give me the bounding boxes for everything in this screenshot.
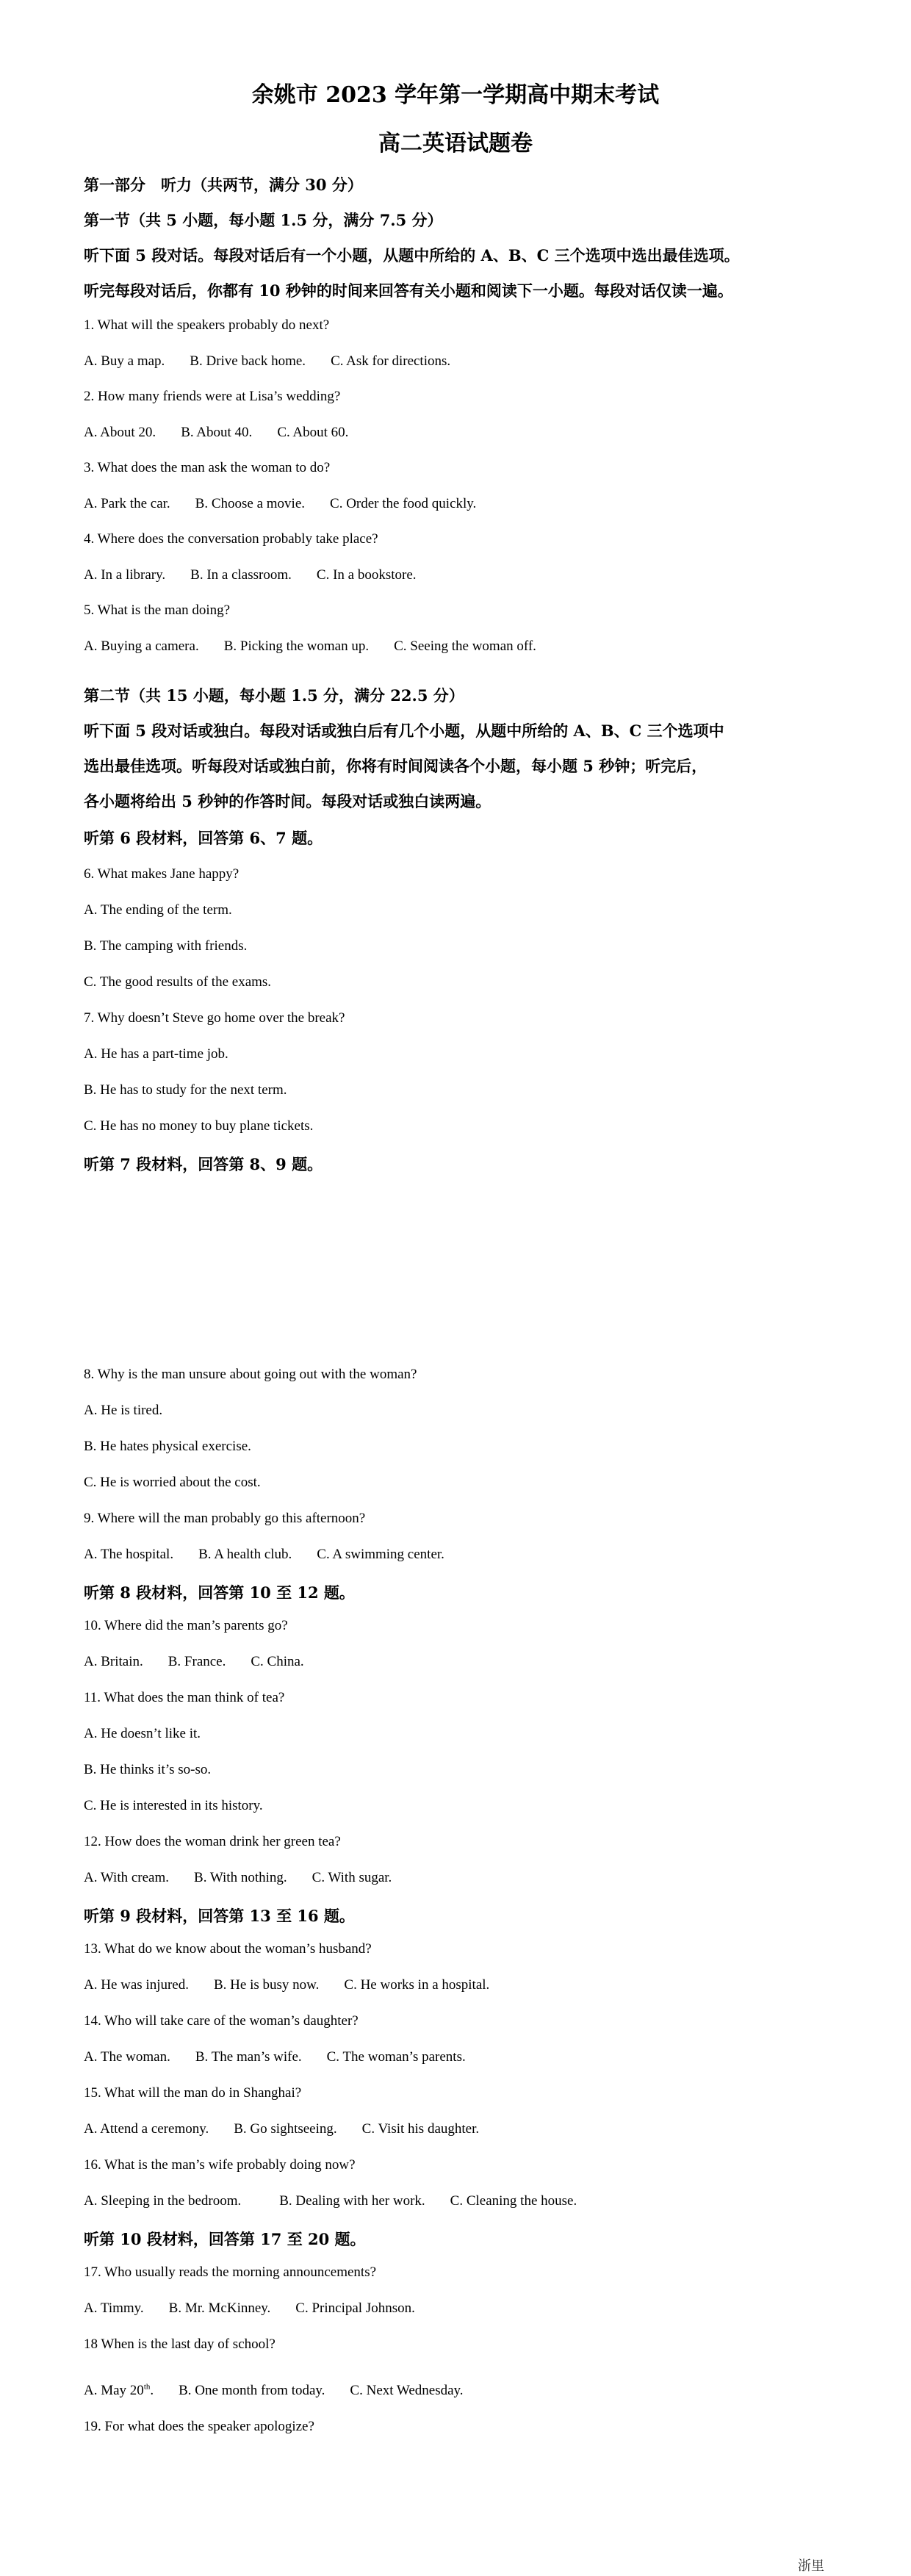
exam-title: 余姚市 2023 学年第一学期高中期末考试 — [251, 82, 660, 108]
question-8-option-a: A. He is tired. — [84, 1403, 163, 1418]
section2-heading: 第二节（共 15 小题，每小题 1.5 分，满分 22.5 分） — [84, 686, 464, 705]
question-12-options — [84, 1870, 417, 1886]
option-b: B. In a classroom. — [190, 567, 292, 583]
question-2-options — [84, 425, 373, 441]
option-a: A. Britain. — [84, 1654, 143, 1669]
option-c: C. Ask for directions. — [331, 353, 451, 369]
option-a: A. Sleeping in the bedroom. — [84, 2193, 242, 2209]
option-c: C. About 60. — [277, 425, 349, 440]
question-1: 1. What will the speakers probably do next? — [84, 317, 330, 333]
option-c: C. Seeing the woman off. — [394, 638, 536, 654]
question-13: 13. What do we know about the woman’s husband? — [84, 1941, 372, 1957]
option-c: C. A swimming center. — [317, 1547, 444, 1562]
section1-instruction-1: 听下面 5 段对话。每段对话后有一个小题，从题中所给的 A、B、C 三个选项中选出最佳选项。 — [84, 246, 740, 265]
option-a: A. With cream. — [84, 1870, 170, 1885]
option-a: A. The woman. — [84, 2049, 170, 2065]
question-10: 10. Where did the man’s parents go? — [84, 1618, 288, 1633]
option-b: B. A health club. — [198, 1547, 292, 1562]
question-16: 16. What is the man’s wife probably doing now? — [84, 2157, 356, 2173]
option-b: B. Mr. McKinney. — [168, 2300, 271, 2316]
material-9-heading: 听第 9 段材料，回答第 13 至 16 题。 — [84, 1907, 355, 1925]
question-6-option-c: C. The good results of the exams. — [84, 974, 272, 990]
option-b: B. He is busy now. — [214, 1977, 320, 1993]
option-a: A. Park the car. — [84, 496, 170, 511]
option-c: C. The woman’s parents. — [326, 2049, 466, 2065]
question-6-option-b: B. The camping with friends. — [84, 938, 248, 954]
question-4: 4. Where does the conversation probably take place? — [84, 531, 378, 547]
question-3: 3. What does the man ask the woman to do? — [84, 460, 331, 475]
question-11-option-a: A. He doesn’t like it. — [84, 1726, 201, 1741]
section1-heading: 第一节（共 5 小题，每小题 1.5 分，满分 7.5 分） — [84, 211, 443, 229]
option-c: C. He works in a hospital. — [344, 1977, 490, 1993]
option-b: B. Dealing with her work. — [279, 2193, 425, 2209]
option-b: B. One month from today. — [179, 2383, 325, 2399]
question-7-option-b: B. He has to study for the next term. — [84, 1082, 287, 1098]
option-a: A. Buying a camera. — [84, 638, 199, 654]
option-a: A. About 20. — [84, 425, 156, 440]
option-a-period: . — [150, 2383, 154, 2399]
question-11-option-b: B. He thinks it’s so-so. — [84, 1762, 212, 1777]
question-11: 11. What does the man think of tea? — [84, 1690, 285, 1705]
question-8: 8. Why is the man unsure about going out with the woman? — [84, 1367, 417, 1382]
question-6: 6. What makes Jane happy? — [84, 866, 240, 882]
material-6-heading: 听第 6 段材料，回答第 6、7 题。 — [84, 829, 323, 847]
option-c: C. Next Wednesday. — [350, 2383, 464, 2399]
question-10-options — [84, 1654, 329, 1670]
question-15: 15. What will the man do in Shanghai? — [84, 2085, 302, 2101]
option-c: C. Principal Johnson. — [295, 2300, 415, 2316]
question-18-options — [84, 2383, 489, 2399]
question-19: 19. For what does the speaker apologize? — [84, 2419, 314, 2434]
footer-watermark: 浙里 — [798, 2558, 824, 2574]
question-17: 17. Who usually reads the morning announcements? — [84, 2264, 377, 2280]
option-b: B. Choose a movie. — [195, 496, 306, 511]
question-7: 7. Why doesn’t Steve go home over the break? — [84, 1010, 345, 1026]
question-2: 2. How many friends were at Lisa’s wedding? — [84, 389, 341, 404]
option-b: B. France. — [168, 1654, 226, 1669]
option-a: A. Buy a map. — [84, 353, 165, 369]
material-7-heading: 听第 7 段材料，回答第 8、9 题。 — [84, 1155, 323, 1173]
option-b: B. The man’s wife. — [195, 2049, 302, 2065]
question-13-options — [84, 1977, 514, 1993]
part1-heading: 第一部分 听力（共两节，满分 30 分） — [84, 176, 363, 194]
option-a — [84, 2383, 154, 2398]
question-8-option-b: B. He hates physical exercise. — [84, 1439, 251, 1454]
question-7-option-c: C. He has no money to buy plane tickets. — [84, 1118, 314, 1134]
question-17-options — [84, 2300, 440, 2317]
option-b: B. About 40. — [181, 425, 253, 440]
option-c: C. In a bookstore. — [316, 567, 417, 583]
option-b: B. Picking the woman up. — [223, 638, 370, 654]
question-9: 9. Where will the man probably go this afternoon? — [84, 1511, 366, 1526]
question-14-options — [84, 2049, 491, 2065]
material-8-heading: 听第 8 段材料，回答第 10 至 12 题。 — [84, 1583, 355, 1602]
exam-subtitle: 高二英语试题卷 — [378, 131, 533, 156]
option-a: A. He was injured. — [84, 1977, 189, 1993]
question-14: 14. Who will take care of the woman’s daughter? — [84, 2013, 359, 2029]
question-4-options — [84, 567, 442, 583]
question-7-option-a: A. He has a part-time job. — [84, 1046, 228, 1062]
question-18: 18 When is the last day of school? — [84, 2336, 276, 2352]
option-c: C. China. — [251, 1654, 304, 1669]
question-6-option-a: A. The ending of the term. — [84, 902, 232, 918]
question-12: 12. How does the woman drink her green tea? — [84, 1834, 341, 1849]
option-c: C. Order the food quickly. — [330, 496, 477, 511]
question-16-options — [84, 2193, 602, 2209]
option-b: B. Drive back home. — [190, 353, 306, 369]
option-b: B. With nothing. — [194, 1870, 287, 1885]
question-15-options — [84, 2121, 504, 2137]
question-8-option-c: C. He is worried about the cost. — [84, 1475, 261, 1490]
question-3-options — [84, 496, 501, 512]
option-a-superscript: th — [143, 2383, 151, 2392]
section2-instruction-1: 听下面 5 段对话或独白。每段对话或独白后有几个小题，从题中所给的 A、B、C 三个选项中 — [84, 722, 724, 740]
question-11-option-c: C. He is interested in its history. — [84, 1798, 263, 1813]
material-10-heading: 听第 10 段材料，回答第 17 至 20 题。 — [84, 2230, 366, 2248]
section2-instruction-2: 选出最佳选项。听每段对话或独白前，你将有时间阅读各个小题，每小题 5 秒钟；听完后， — [84, 757, 707, 775]
option-b: B. Go sightseeing. — [234, 2121, 337, 2137]
section1-instruction-2: 听完每段对话后，你都有 10 秒钟的时间来回答有关小题和阅读下一小题。每段对话仅读一遍。 — [84, 281, 733, 300]
option-a: A. Attend a ceremony. — [84, 2121, 209, 2137]
question-9-options — [84, 1547, 469, 1563]
option-c: C. Visit his daughter. — [361, 2121, 480, 2137]
option-a-text: A. May 20 — [84, 2383, 144, 2399]
question-1-options — [84, 353, 475, 370]
question-5-options — [84, 638, 561, 655]
section2-instruction-3: 各小题将给出 5 秒钟的作答时间。每段对话或独白读两遍。 — [84, 792, 491, 810]
option-c: C. Cleaning the house. — [450, 2193, 577, 2209]
option-c: C. With sugar. — [312, 1870, 392, 1885]
question-5: 5. What is the man doing? — [84, 602, 231, 618]
option-a: A. In a library. — [84, 567, 166, 583]
option-a: A. Timmy. — [84, 2300, 144, 2316]
option-a: A. The hospital. — [84, 1547, 174, 1562]
